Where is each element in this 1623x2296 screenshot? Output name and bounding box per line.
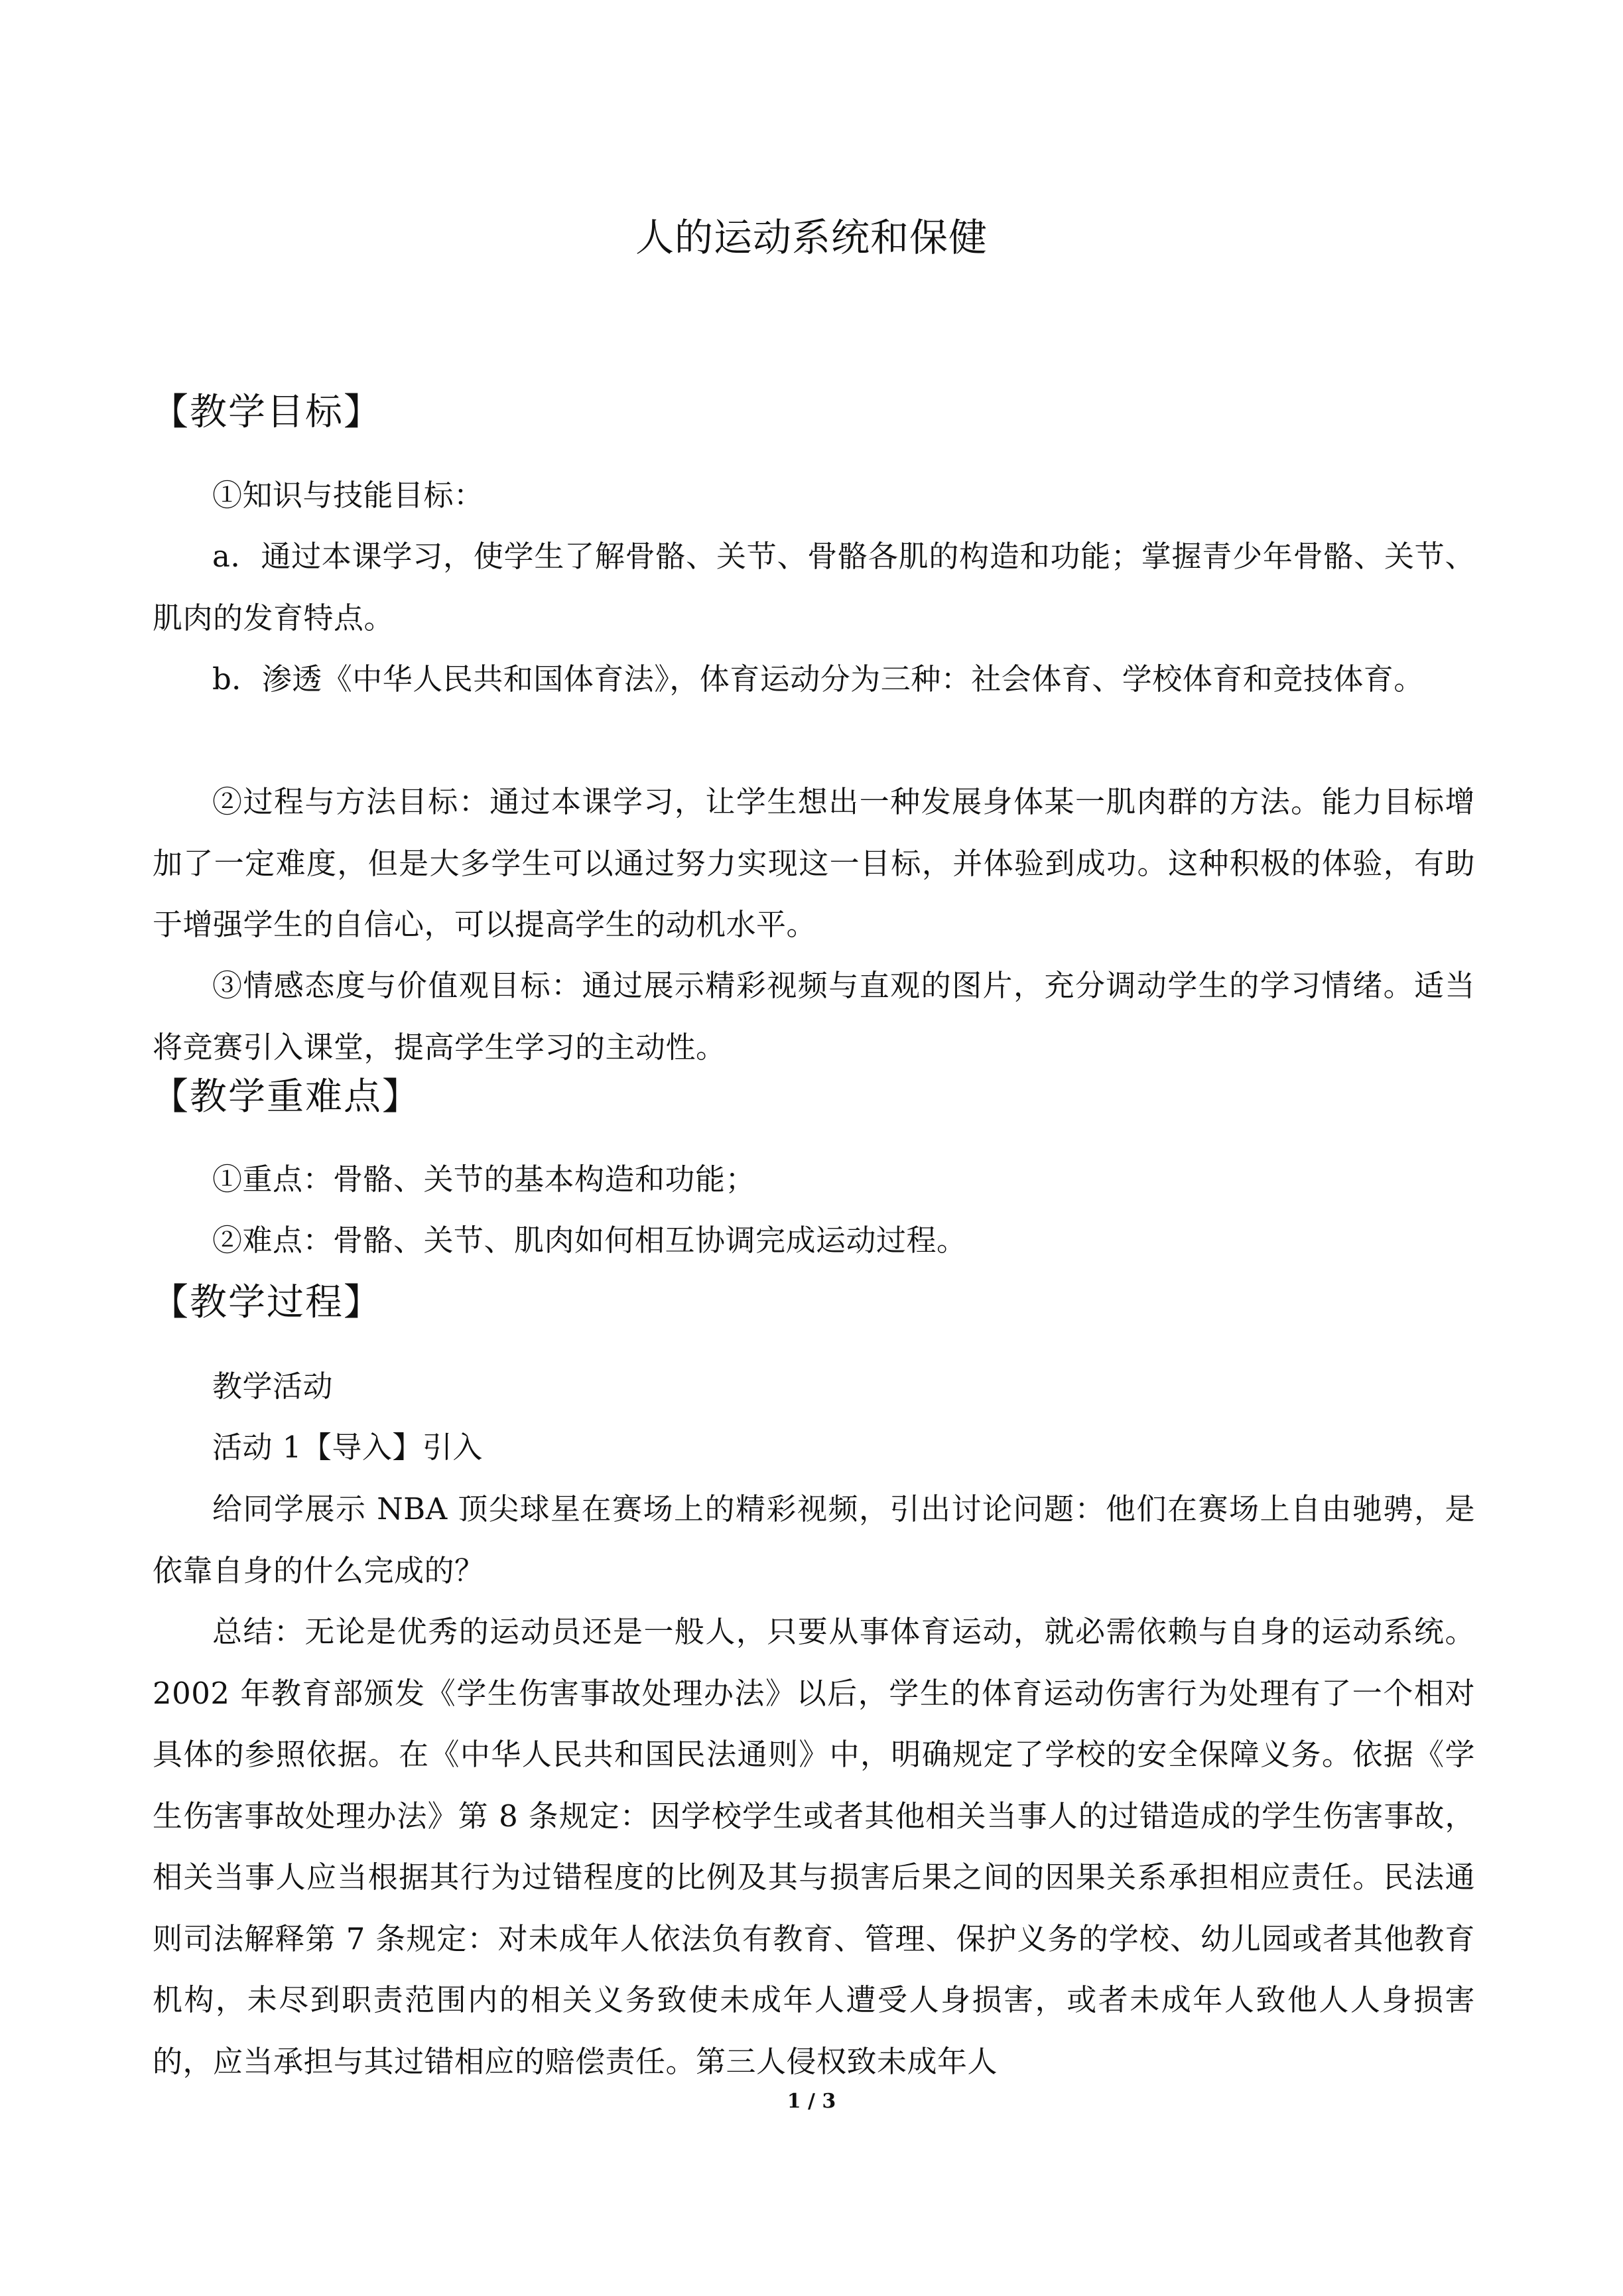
objective-paragraph-3: b．渗透《中华人民共和国体育法》，体育运动分为三种：社会体育、学校体育和竞技体育。 — [212, 661, 1424, 697]
process-paragraph-1: 教学活动 — [212, 1369, 334, 1404]
process-paragraph-3: 给同学展示 NBA 顶尖球星在赛场上的精彩视频，引出讨论问题：他们在赛场上自由驰骋，是依靠自身的什么完成的？ — [153, 1491, 1475, 1588]
objective-paragraph-1: ①知识与技能目标： — [212, 478, 484, 513]
section-heading-process: 【教学过程】 — [151, 1281, 382, 1324]
page-title: 人的运动系统和保健 — [635, 215, 988, 260]
process-paragraph-4: 总结：无论是优秀的运动员还是一般人，只要从事体育运动，就必需依赖与自身的运动系统。2002 年教育部颁发《学生伤害事故处理办法》以后，学生的体育运动伤害行为处理有了一个相对具体的参照依据。在《中华人民共和国民法通则》中，明确规定了学校的安全保障义务。依据《学生伤害事故处理办法》第 8 条规定：因学校学生或者其他相关当事人的过错造成的学生伤害事故，相关当事人应当根据其行为过错程度的比例及其与损害后果之间的因果关系承担相应责任。民法通则司法解释第 7 条规定：对未成年人依法负有教育、管理、保护义务的学校、幼儿园或者其他教育机构，未尽到职责范围内的相关义务致使未成年人遭受人身损害，或者未成年人致他人人身损害的，应当承担与其过错相应的赔偿责任。第三人侵权致未成年人 — [153, 1614, 1475, 2079]
key-point-paragraph-2: ②难点：骨骼、关节、肌肉如何相互协调完成运动过程。 — [212, 1223, 967, 1258]
section-heading-objectives: 【教学目标】 — [151, 391, 382, 434]
page-number: 1 / 3 — [787, 2090, 836, 2113]
section-heading-key-points: 【教学重难点】 — [151, 1075, 421, 1118]
process-paragraph-2: 活动 1【导入】引入 — [212, 1430, 483, 1465]
key-point-paragraph-1: ①重点：骨骼、关节的基本构造和功能； — [212, 1162, 756, 1197]
objective-paragraph-4: ②过程与方法目标：通过本课学习，让学生想出一种发展身体某一肌肉群的方法。能力目标增加了一定难度，但是大多学生可以通过努力实现这一目标，并体验到成功。这种积极的体验，有助于增强学生的自信心，可以提高学生的动机水平。 — [153, 784, 1475, 942]
objective-paragraph-2: a．通过本课学习，使学生了解骨骼、关节、骨骼各肌的构造和功能；掌握青少年骨骼、关节、肌肉的发育特点。 — [153, 539, 1475, 636]
objective-paragraph-5: ③情感态度与价值观目标：通过展示精彩视频与直观的图片，充分调动学生的学习情绪。适当将竞赛引入课堂，提高学生学习的主动性。 — [153, 968, 1475, 1065]
